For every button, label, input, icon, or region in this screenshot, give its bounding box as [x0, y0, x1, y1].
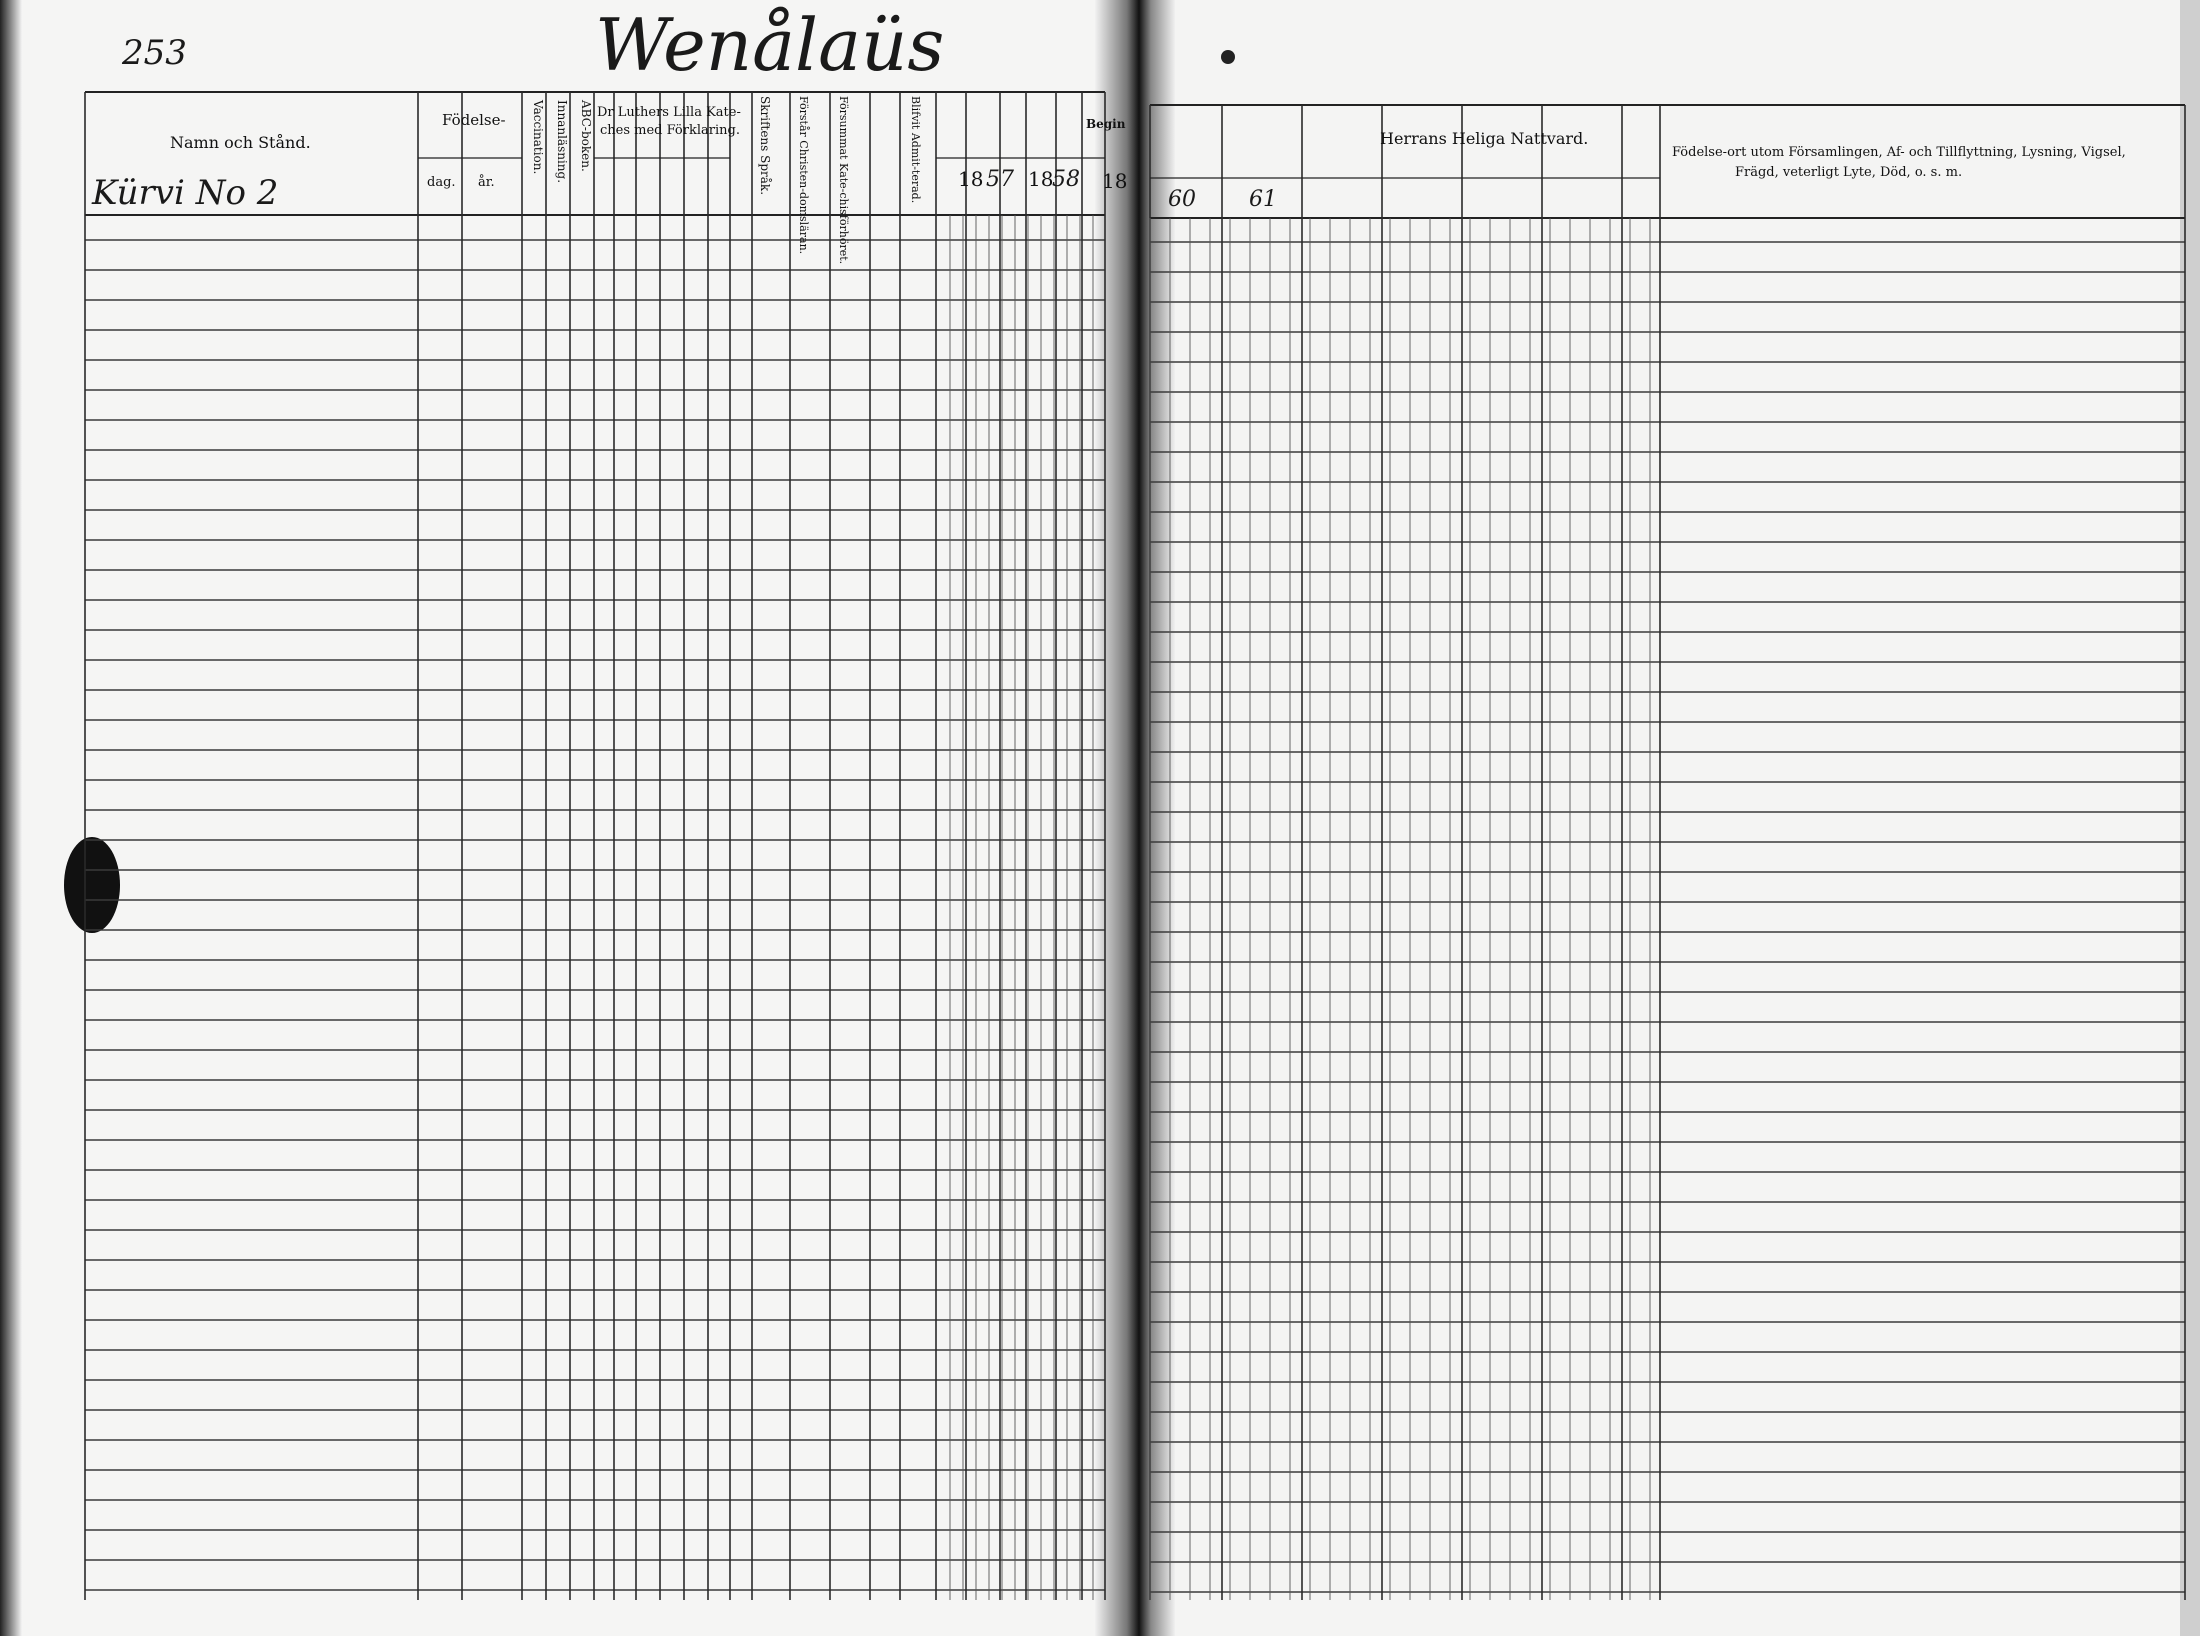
header-dag: dag.: [427, 175, 456, 190]
header-abc-boken: ABC-boken.: [579, 100, 593, 172]
header-year-hand-2: 58: [1052, 167, 1080, 192]
header-year-col-2: 18: [1028, 167, 1054, 191]
book-spine: [1095, 0, 1175, 1636]
parish-title: Wenålaüs: [595, 3, 945, 87]
header-herrans-heliga-nattvard: Herrans Heliga Nattvard.: [1380, 129, 1589, 148]
header-luthers-line1: Dr Luthers Lilla Kate-: [597, 105, 741, 120]
page-number: 253: [122, 33, 187, 73]
header-notes-line2: Frägd, veterligt Lyte, Död, o. s. m.: [1735, 165, 1963, 180]
header-right-year-hand-1: 60: [1168, 187, 1196, 212]
left-page-edge-shadow: [0, 0, 22, 1636]
ink-blot: [64, 837, 120, 933]
header-year-hand-1: 57: [986, 167, 1014, 192]
header-forsummat-katechisforhoret: Försummat Kate-chisförhöret.: [837, 96, 850, 265]
ink-spot: [1221, 50, 1235, 64]
header-innanlasning: Innanläsning.: [555, 100, 569, 184]
header-fodelse: Födelse-: [442, 111, 506, 129]
header-year-col-1: 18: [958, 167, 984, 191]
header-vaccination: Vaccination.: [531, 100, 545, 175]
header-begin: Begin: [1086, 117, 1126, 131]
header-ar: år.: [478, 175, 495, 190]
header-luthers-line2: ches med Förklaring.: [600, 123, 740, 138]
right-page: [1130, 0, 2200, 1636]
right-page-edge: [2180, 0, 2200, 1636]
header-name-column: Namn och Stånd.: [170, 133, 311, 152]
header-notes-line1: Födelse-ort utom Församlingen, Af- och Tillflyttning, Lysning, Vigsel,: [1672, 145, 2126, 160]
header-blifvit-admitterad: Blifvit Admit-terad.: [909, 96, 922, 204]
header-skriftens-sprak: Skriftens Språk.: [758, 96, 772, 196]
header-forstar-christendomslaran: Förstår Christen-domsläran.: [797, 96, 810, 255]
header-year-col-3: 18: [1102, 169, 1128, 193]
village-heading: Kürvi No 2: [92, 173, 279, 213]
header-right-year-hand-2: 61: [1249, 187, 1277, 212]
